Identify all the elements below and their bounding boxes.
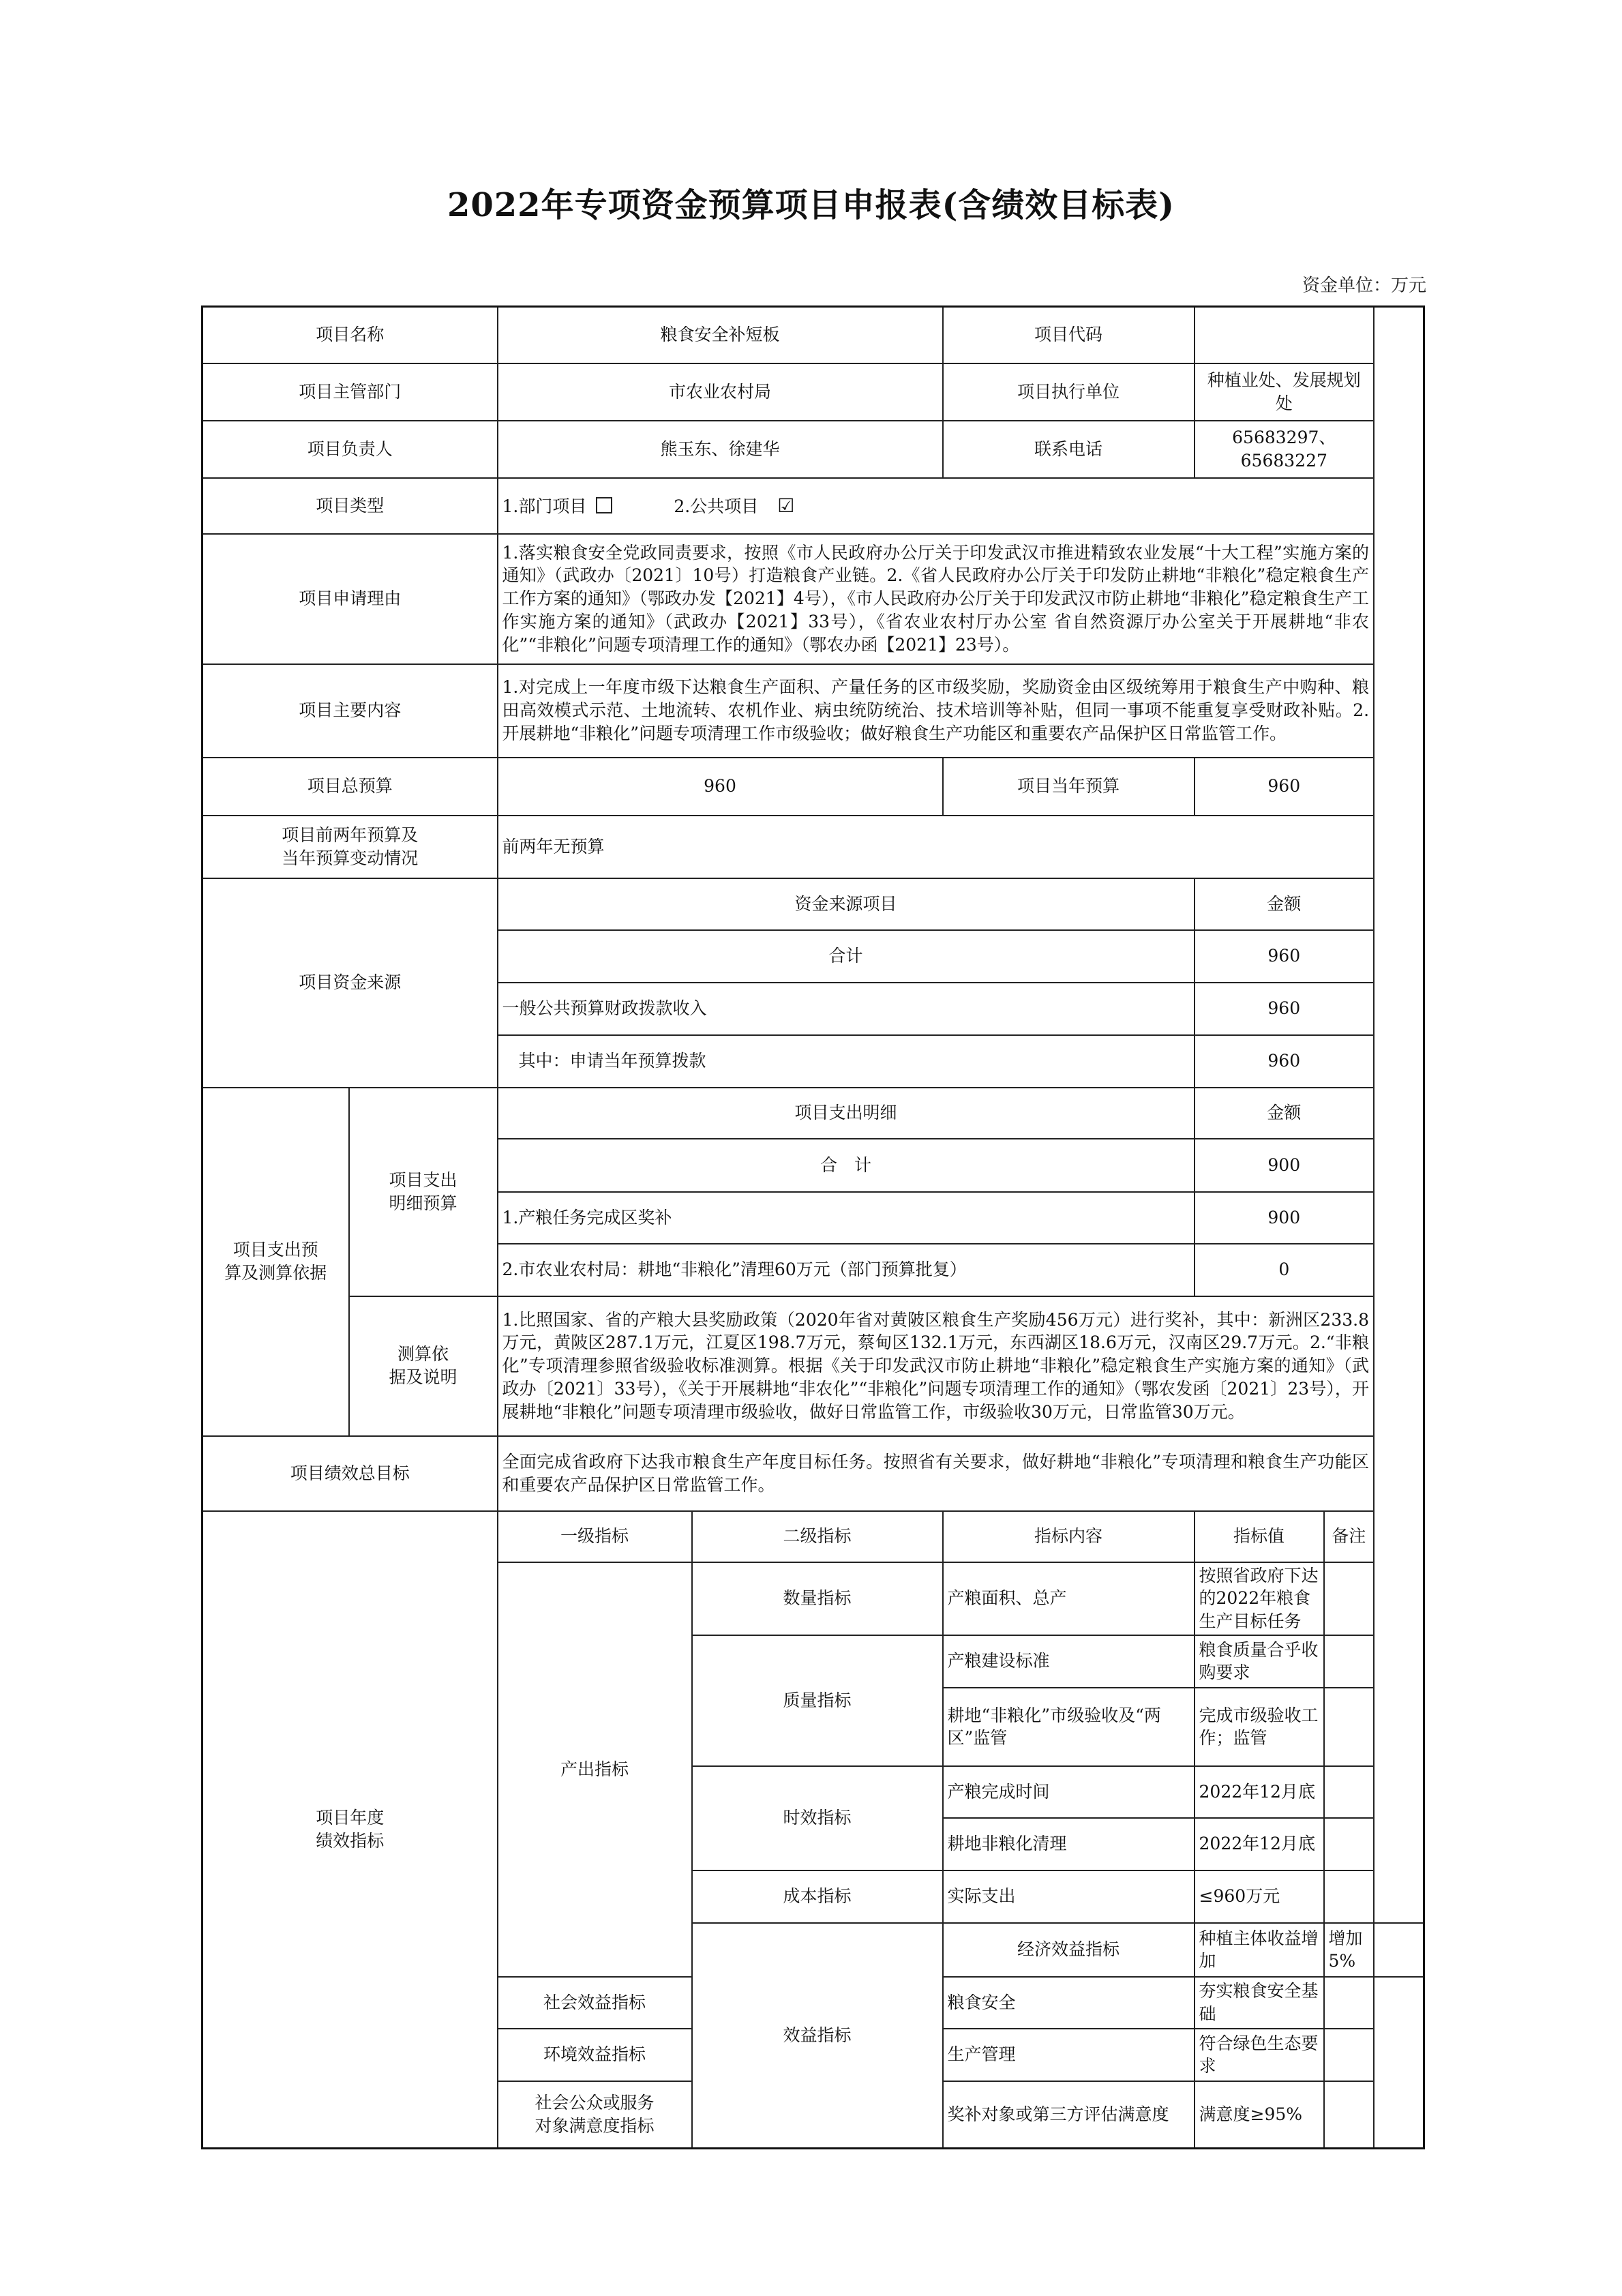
output-indicators-label: 产出指标 bbox=[498, 1562, 692, 1977]
budget-change-value: 前两年无预算 bbox=[498, 816, 1375, 878]
value-col-header: 指标值 bbox=[1195, 1511, 1324, 1562]
benefit-indicators-label: 效益指标 bbox=[692, 1923, 943, 2149]
indicator-row: 耕地非粮化清理 2022年12月底 bbox=[202, 1818, 1424, 1870]
project-type-options bbox=[498, 478, 1375, 534]
calculation-basis-text: 1.比照国家、省的产粮大县奖励政策（2020年省对黄陂区粮食生产奖励456万元）进行奖补，其中：新洲区233.8万元，黄陂区287.1万元，江夏区198.7万元，蔡甸区132.1万元，东西湖区18.6万元，汉南区29.7万元。2.“非粮化”专项清理参照省级验收标准测算。根据《关于印发武汉市防止耕地“非粮化”稳定粮食生产实施方案的通知》（武政办〔2021〕33号），《关于开展耕地“非农化”“非粮化”问题专项清理工作的通知》（鄂农发函〔2021〕23号），开展耕地“非粮化”问题专项清理市级验收，做好日常监管工作，市级验收30万元，日常监管30万元。 bbox=[498, 1296, 1375, 1436]
total-budget-label: 项目总预算 bbox=[202, 758, 498, 816]
row-funding-header bbox=[202, 878, 1424, 930]
level1-col-header: 一级指标 bbox=[498, 1511, 692, 1562]
funding-amount-col-header: 金额 bbox=[1195, 878, 1374, 930]
funding-row: 合计 960 bbox=[202, 930, 1424, 983]
option-department-project: 1.部门项目 bbox=[502, 496, 587, 516]
unchecked-box-icon bbox=[596, 497, 612, 513]
project-code-value bbox=[1195, 307, 1374, 363]
project-code-label: 项目代码 bbox=[943, 307, 1195, 363]
row-calculation-basis bbox=[202, 1296, 1424, 1436]
funding-row: 其中：申请当年预算拨款 960 bbox=[202, 1035, 1424, 1088]
indicator-row: 社会效益指标 粮食安全 夯实粮食安全基础 bbox=[202, 1977, 1424, 2029]
row-lead bbox=[202, 421, 1424, 478]
note-cell bbox=[1324, 2081, 1374, 2149]
project-name-label: 项目名称 bbox=[202, 307, 498, 363]
calculation-basis-label: 测算依 据及说明 bbox=[349, 1296, 498, 1436]
indicator-row: 时效指标 产粮完成时间 2022年12月底 bbox=[202, 1766, 1424, 1818]
indicator-row: 质量指标 产粮建设标准 粮食质量合乎收购要求 bbox=[202, 1635, 1424, 1688]
row-expense-header bbox=[202, 1088, 1424, 1139]
row-department bbox=[202, 363, 1424, 421]
performance-goal-text: 全面完成省政府下达我市粮食生产年度目标任务。按照省有关要求，做好耕地“非粮化”专项清理和粮食生产功能区和重要农产品保护区日常监管工作。 bbox=[498, 1436, 1375, 1511]
note-cell bbox=[1324, 1766, 1374, 1818]
current-budget-value: 960 bbox=[1195, 758, 1374, 816]
application-reason-label: 项目申请理由 bbox=[202, 534, 498, 664]
expense-amount-col-header: 金额 bbox=[1195, 1088, 1374, 1139]
expense-row: 2.市农业农村局：耕地“非粮化”清理60万元（部门预算批复） 0 bbox=[202, 1244, 1424, 1296]
level2-col-header: 二级指标 bbox=[692, 1511, 943, 1562]
note-cell bbox=[1324, 1688, 1374, 1766]
note-cell bbox=[1324, 1635, 1374, 1688]
option-public-project: 2.公共项目 bbox=[674, 496, 759, 516]
main-content-label: 项目主要内容 bbox=[202, 664, 498, 758]
phone-label: 联系电话 bbox=[943, 421, 1195, 478]
note-cell bbox=[1324, 1562, 1374, 1635]
row-main-content bbox=[202, 664, 1424, 758]
executing-unit-value: 种植业处、发展规划处 bbox=[1195, 363, 1374, 421]
content-col-header: 指标内容 bbox=[943, 1511, 1195, 1562]
currency-unit: 资金单位：万元 bbox=[1302, 275, 1426, 296]
project-type-label: 项目类型 bbox=[202, 478, 498, 534]
department-value: 市农业农村局 bbox=[498, 363, 943, 421]
annual-indicators-label: 项目年度 绩效指标 bbox=[202, 1511, 498, 2149]
page-title: 2022年专项资金预算项目申报表(含绩效目标表) bbox=[447, 186, 1175, 224]
expense-detail-label: 项目支出 明细预算 bbox=[349, 1088, 498, 1296]
project-lead-value: 熊玉东、徐建华 bbox=[498, 421, 943, 478]
indicator-row: 社会公众或服务 对象满意度指标 奖补对象或第三方评估满意度 满意度≥95% bbox=[202, 2081, 1424, 2149]
project-lead-label: 项目负责人 bbox=[202, 421, 498, 478]
total-budget-value: 960 bbox=[498, 758, 943, 816]
expense-row: 1.产粮任务完成区奖补 900 bbox=[202, 1192, 1424, 1244]
current-budget-label: 项目当年预算 bbox=[943, 758, 1195, 816]
note-col-header: 备注 bbox=[1324, 1511, 1374, 1562]
budget-change-label: 项目前两年预算及 当年预算变动情况 bbox=[202, 816, 498, 878]
checked-box-icon: ☑ bbox=[777, 494, 795, 517]
note-cell bbox=[1324, 1870, 1374, 1923]
expense-row: 合 计 900 bbox=[202, 1139, 1424, 1192]
funding-row: 一般公共预算财政拨款收入 960 bbox=[202, 983, 1424, 1035]
main-content-text: 1.对完成上一年度市级下达粮食生产面积、产量任务的区市级奖励，奖励资金由区级统筹用于粮食生产中购种、粮田高效模式示范、土地流转、农机作业、病虫统防统治、技术培训等补贴，但同一事项不能重复享受财政补贴。2.开展耕地“非粮化”问题专项清理工作市级验收；做好粮食生产功能区和重要农产品保护区日常监管工作。 bbox=[498, 664, 1375, 758]
row-total-budget bbox=[202, 758, 1424, 816]
funding-source-col-header: 资金来源项目 bbox=[498, 878, 1195, 930]
note-cell bbox=[1324, 1818, 1374, 1870]
expense-budget-label: 项目支出预 算及测算依据 bbox=[202, 1088, 349, 1436]
row-application-reason bbox=[202, 534, 1424, 664]
budget-application-form bbox=[201, 305, 1425, 2149]
row-project-name bbox=[202, 307, 1424, 363]
project-name-value: 粮食安全补短板 bbox=[498, 307, 943, 363]
funding-source-label: 项目资金来源 bbox=[202, 878, 498, 1088]
application-reason-text: 1.落实粮食安全党政同责要求，按照《市人民政府办公厅关于印发武汉市推进精致农业发展“十大工程”实施方案的通知》（武政办〔2021〕10号）打造粮食产业链。2.《省人民政府办公厅关于印发防止耕地“非粮化”稳定粮食生产工作方案的通知》（鄂政办发【2021】4号），《市人民政府办公厅关于印发武汉市防止耕地“非粮化”稳定粮食生产工作实施方案的通知》（武政办【2021】33号），《省农业农村厅办公室 省自然资源厅办公室关于开展耕地“非农化”“非粮化”问题专项清理工作的通知》（鄂农办函【2021】23号）。 bbox=[498, 534, 1375, 664]
performance-goal-label: 项目绩效总目标 bbox=[202, 1436, 498, 1511]
row-budget-change bbox=[202, 816, 1424, 878]
row-performance-goal bbox=[202, 1436, 1424, 1511]
indicator-row: 耕地“非粮化”市级验收及“两区”监管 完成市级验收工作；监管 bbox=[202, 1688, 1424, 1766]
indicator-row: 产出指标 数量指标 产粮面积、总产 按照省政府下达的2022年粮食生产目标任务 bbox=[202, 1562, 1424, 1635]
indicator-row: 效益指标 经济效益指标 种植主体收益增加 增加5% bbox=[202, 1923, 1424, 1977]
phone-value: 65683297、65683227 bbox=[1195, 421, 1374, 478]
note-cell bbox=[1324, 1977, 1374, 2029]
row-indicator-header bbox=[202, 1511, 1424, 1562]
department-label: 项目主管部门 bbox=[202, 363, 498, 421]
indicator-row: 成本指标 实际支出 ≤960万元 bbox=[202, 1870, 1424, 1923]
indicator-row: 环境效益指标 生产管理 符合绿色生态要求 bbox=[202, 2029, 1424, 2081]
executing-unit-label: 项目执行单位 bbox=[943, 363, 1195, 421]
note-cell bbox=[1324, 2029, 1374, 2081]
row-project-type bbox=[202, 478, 1424, 534]
expense-item-col-header: 项目支出明细 bbox=[498, 1088, 1195, 1139]
note-cell bbox=[1374, 1923, 1424, 1977]
